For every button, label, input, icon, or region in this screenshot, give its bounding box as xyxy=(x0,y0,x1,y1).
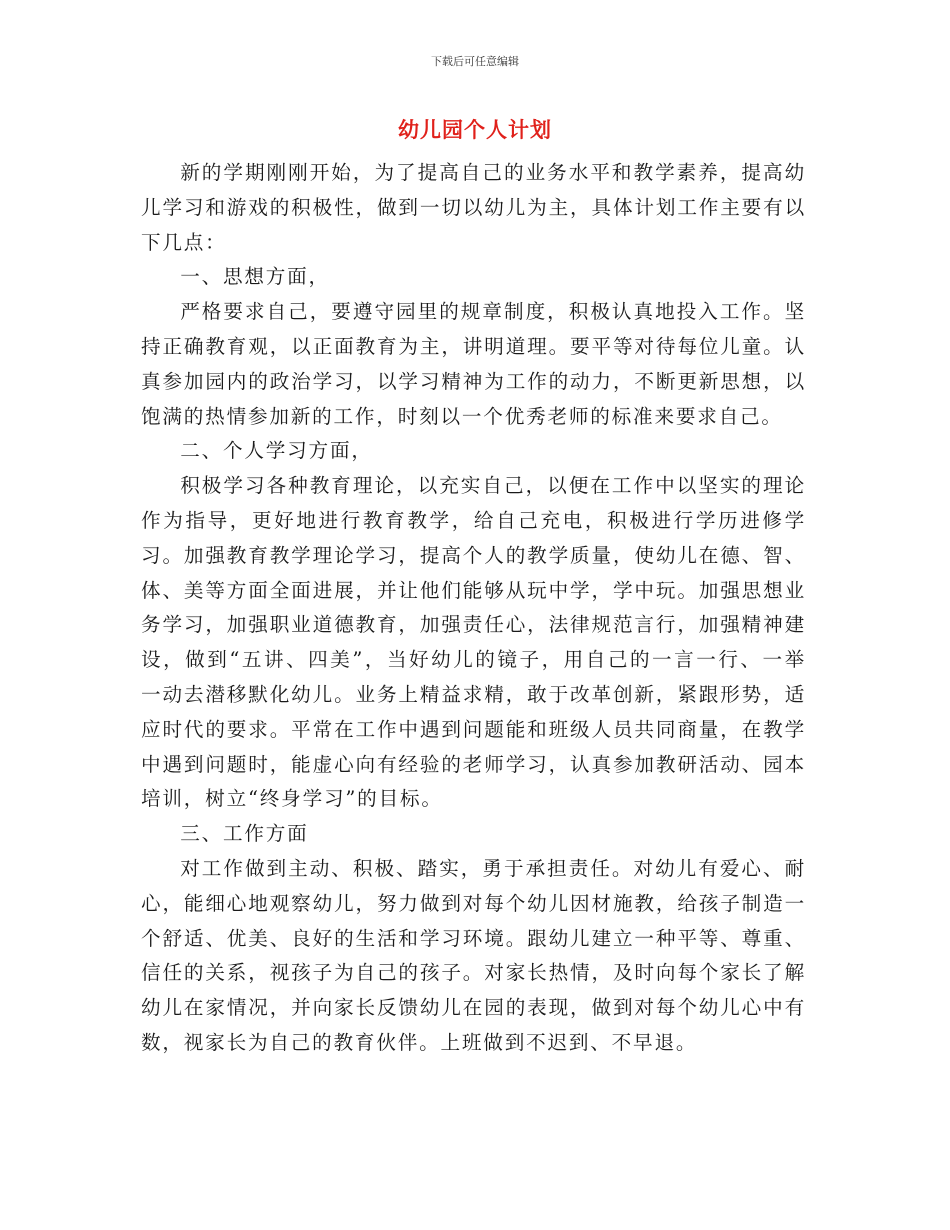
section-heading-study: 二、个人学习方面， xyxy=(180,439,373,463)
document-body xyxy=(141,156,806,1061)
page-header-note: 下载后可任意编辑 xyxy=(431,55,519,68)
document-title: 幼儿园个人计划 xyxy=(398,117,552,142)
paragraph-study: 积极学习各种教育理论，以充实自己，以便在工作中以坚实的理论作为指导，更好地进行教育教学，给自己充电，积极进行学历进修学习。加强教育教学理论学习，提高个人的教学质量，使幼儿在德、智、体、美等方面全面进展，并让他们能够从玩中学，学中玩。加强思想业务学习，加强职业道德教育，加强责任心，法律规范言行，加强精神建设，做到“五讲、四美”，当好幼儿的镜子，用自己的一言一行、一举一动去潜移默化幼儿。业务上精益求精，敢于改革创新，紧跟形势，适应时代的要求。平常在工作中遇到问题能和班级人员共同商量，在教学中遇到问题时，能虚心向有经验的老师学习，认真参加教研活动、园本培训，树立“终身学习”的目标。 xyxy=(141,474,806,811)
paragraph-work: 对工作做到主动、积极、踏实，勇于承担责任。对幼儿有爱心、耐心，能细心地观察幼儿，努力做到对每个幼儿因材施教，给孩子制造一个舒适、优美、良好的生活和学习环境。跟幼儿建立一种平等、尊重、信任的关系，视孩子为自己的孩子。对家长热情，及时向每个家长了解幼儿在家情况，并向家长反馈幼儿在园的表现，做到对每个幼儿心中有数，视家长为自己的教育伙伴。上班做到不迟到、不早退。 xyxy=(141,856,806,1054)
paragraph-intro: 新的学期刚刚开始，为了提高自己的业务水平和教学素养，提高幼儿学习和游戏的积极性，做到一切以幼儿为主，具体计划工作主要有以下几点： xyxy=(141,161,806,254)
section-heading-work: 三、工作方面 xyxy=(180,822,309,846)
paragraph-thought: 严格要求自己，要遵守园里的规章制度，积极认真地投入工作。坚持正确教育观，以正面教育为主，讲明道理。要平等对待每位儿童。认真参加园内的政治学习，以学习精神为工作的动力，不断更新思想，以饱满的热情参加新的工作，时刻以一个优秀老师的标准来要求自己。 xyxy=(141,300,806,428)
section-heading-thought: 一、思想方面， xyxy=(180,265,330,289)
